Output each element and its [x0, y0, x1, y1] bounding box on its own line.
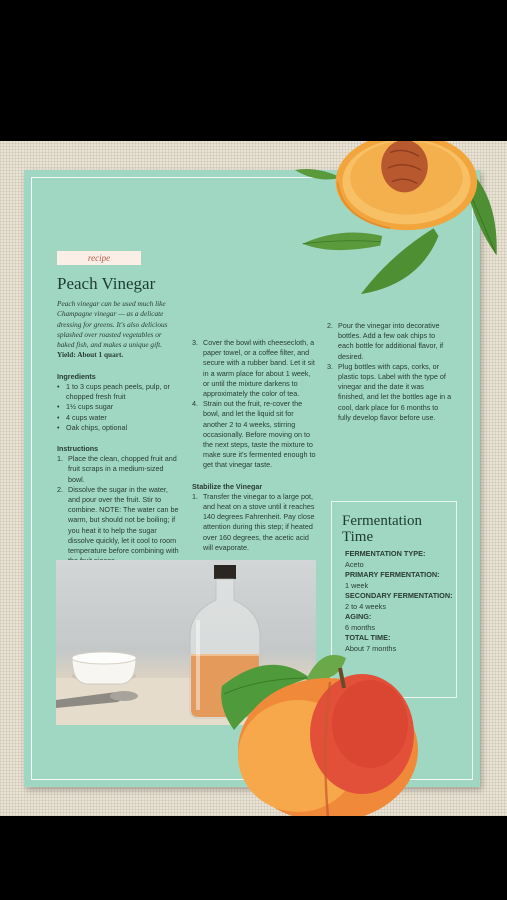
ingredients-heading: Ingredients — [57, 371, 96, 381]
stabilize-list-a — [192, 492, 316, 553]
yield-text: Yield: About 1 quart. — [57, 350, 124, 360]
total-time-label: TOTAL TIME: — [345, 633, 391, 642]
ingredient-item: • 4 cups water — [57, 413, 180, 423]
aging-value: 6 months — [345, 622, 376, 632]
stabilize-step: 2. Pour the vinegar into decorative bottles. Add a few oak chips to each bottle for additional flavor, if desired. — [327, 321, 444, 361]
halved-peach-illustration — [270, 141, 507, 299]
primary-fermentation-value: 1 week — [345, 580, 369, 590]
fermentation-type-label: FERMENTATION TYPE: — [345, 549, 426, 558]
recipe-tag: recipe — [57, 251, 141, 265]
secondary-fermentation-value: 2 to 4 weeks — [345, 601, 386, 611]
magazine-page — [0, 141, 507, 816]
stabilize-list-b — [327, 321, 452, 423]
instruction-step: 1. Place the clean, chopped fruit and fruit scraps in a medium-sized bowl. — [57, 454, 177, 484]
instruction-step: 3. Cover the bowl with cheesecloth, a paper towel, or a coffee filter, and secure with a rubber band. Let it sit in a warm place for about 1 week, or until the mixture darkens to approximately the color of tea. — [192, 338, 315, 399]
intro-text: Peach vinegar can be used much like Champagne vinegar — as a delicate dressing for greens. It's also delicious splashed over roasted vegetables or baked fish, and makes a unique gift. — [57, 299, 168, 350]
column-2 — [192, 338, 316, 553]
instructions-list-a — [57, 454, 180, 566]
whole-peach-illustration — [210, 638, 430, 816]
ingredient-item: • Oak chips, optional — [57, 423, 180, 433]
ingredient-item: • 1½ cups sugar — [57, 402, 180, 412]
primary-fermentation-label: PRIMARY FERMENTATION: — [345, 570, 440, 579]
total-time-value: About 7 months — [345, 643, 397, 653]
stabilize-step: 1. Transfer the vinegar to a large pot, and heat on a stove until it reaches 140 degrees Fahrenheit. Pay close attention during this step; if heated over 160 degrees, the acetic acid will evaporate. — [192, 491, 315, 552]
recipe-title: Peach Vinegar — [57, 274, 156, 293]
column-1 — [57, 299, 180, 566]
instruction-step: 4. Strain out the fruit, re-cover the bowl, and let the liquid sit for another 2 to 4 weeks, stirring occasionally. Before moving on to the next steps, taste the mixture to make sure it's fermented enough to get that vinegar taste. — [192, 399, 316, 470]
ingredients-list — [57, 382, 180, 433]
fermentation-type-value: Aceto — [345, 559, 364, 569]
column-3 — [327, 321, 452, 423]
secondary-fermentation-label: SECONDARY FERMENTATION: — [345, 591, 453, 600]
instruction-step: 2. Dissolve the sugar in the water, and pour over the fruit. Stir to combine. NOTE: The water can be warm, but should not be boiling; if you heat it to help the sugar dissolve quickly, let it cool to room temperature before combining with — [57, 484, 179, 556]
stabilize-heading: Stabilize the Vinegar — [192, 481, 263, 491]
aging-label: AGING: — [345, 612, 372, 621]
stabilize-step: 3. Plug bottles with caps, corks, or plastic tops. Label with the type of vinegar and the date it was finished, and let the bottles age in a cool, dark place for 6 months to fully develop flavor before use. — [327, 361, 452, 422]
fermentation-title: Fermentation Time — [342, 513, 422, 545]
recipe-intro — [57, 299, 180, 361]
instructions-heading: Instructions — [57, 444, 99, 453]
instructions-list-b — [192, 338, 316, 471]
ingredient-item: • 1 to 3 cups peach peels, pulp, or chopped fresh fruit — [57, 382, 180, 402]
